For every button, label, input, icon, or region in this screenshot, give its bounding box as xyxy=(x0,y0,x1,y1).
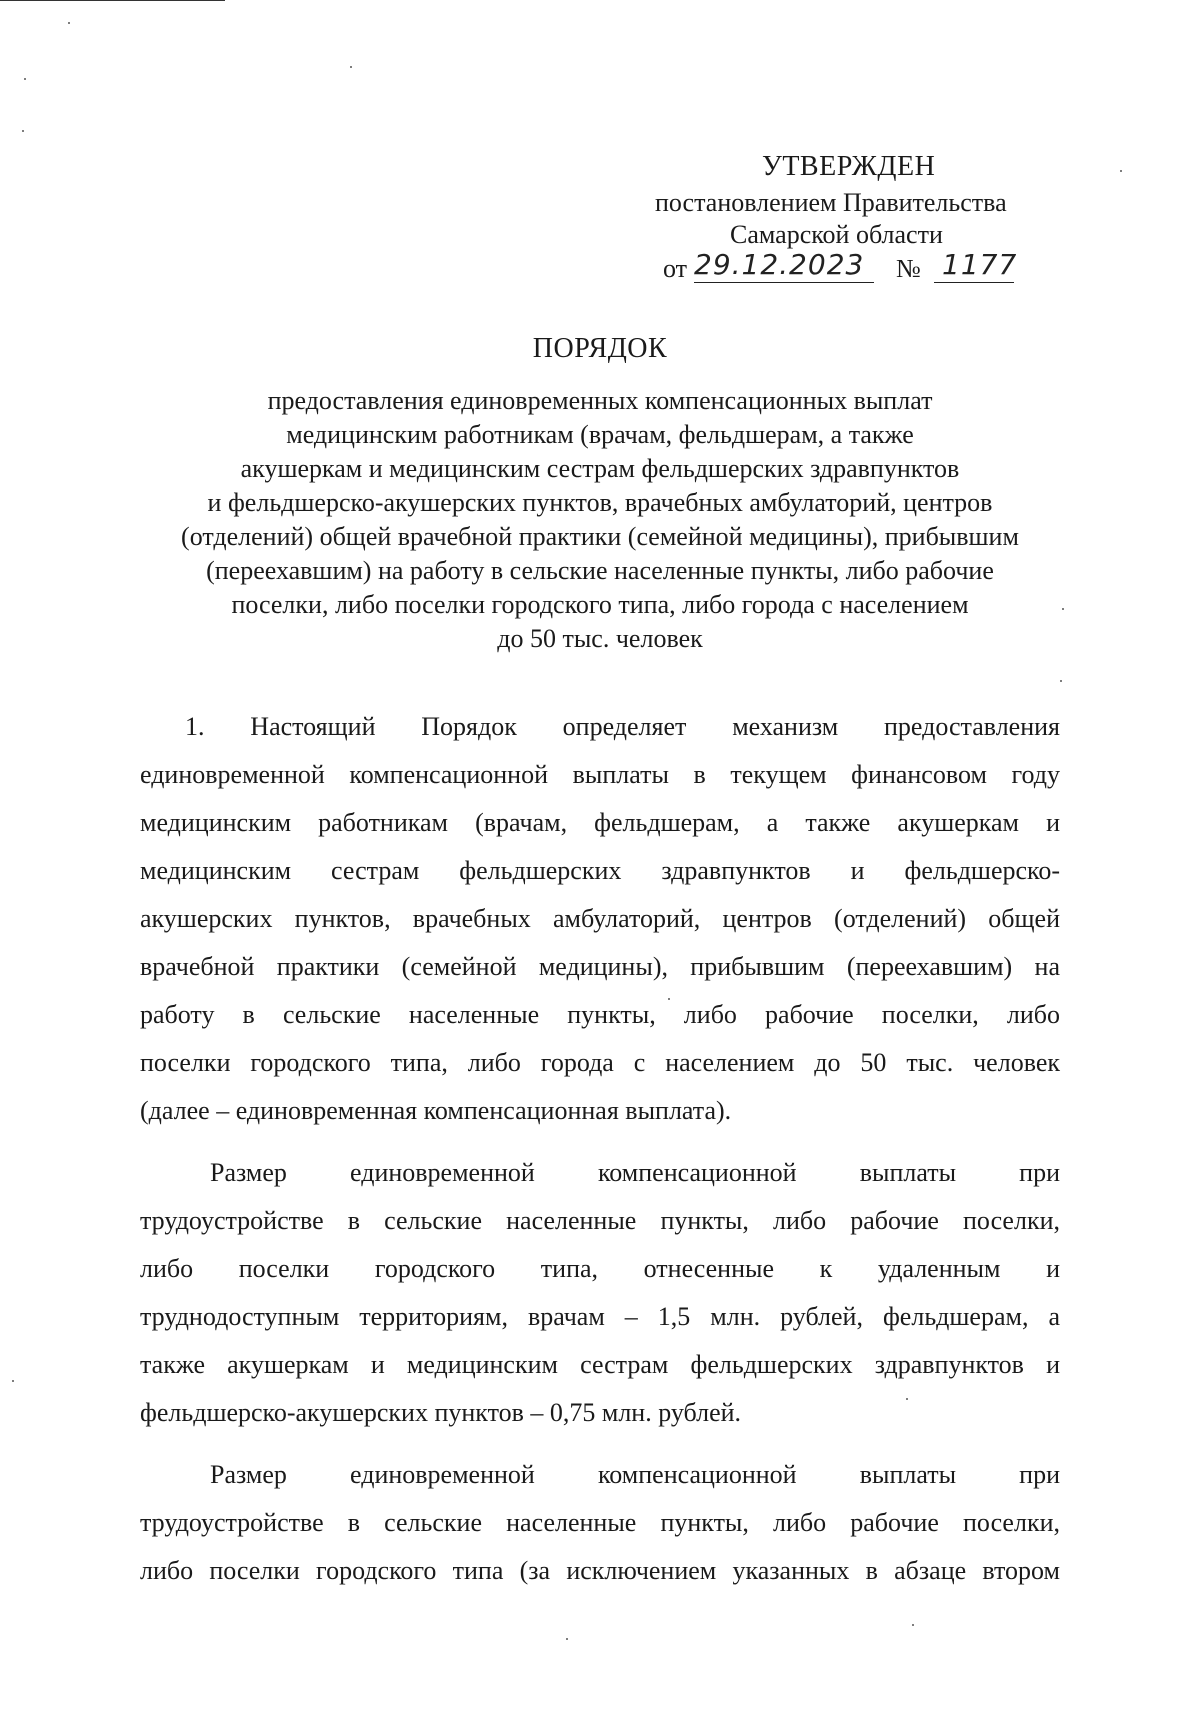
approval-number-prefix: № xyxy=(896,254,921,283)
subtitle-line: (переехавшим) на работу в сельские населенные пункты, либо рабочие xyxy=(206,556,994,585)
paragraph-line: Размер единовременной компенсационной выплаты при xyxy=(210,1158,1060,1187)
paragraph-line: либо поселки городского типа, отнесенные к удаленным и xyxy=(140,1254,1060,1283)
paragraph-line: фельдшерско-акушерских пунктов – 0,75 млн. рублей. xyxy=(140,1398,742,1427)
approval-title: УТВЕРЖДЕН xyxy=(762,151,936,182)
handwritten-number: 1177 xyxy=(942,248,1018,281)
paragraph-line: трудоустройстве в сельские населенные пункты, либо рабочие поселки, xyxy=(140,1508,1060,1537)
approval-date-prefix: от xyxy=(663,254,688,283)
number-underline xyxy=(934,282,1014,283)
scan-speck xyxy=(24,78,26,80)
handwritten-date: 29.12.2023 xyxy=(694,248,865,281)
subtitle-line: акушеркам и медицинским сестрам фельдшерских здравпунктов xyxy=(240,454,960,483)
paragraph-line: 1. Настоящий Порядок определяет механизм предоставления xyxy=(185,712,1060,741)
paragraph-line: поселки городского типа, либо города с населением до 50 тыс. человек xyxy=(140,1048,1060,1077)
paragraph-line: труднодоступным территориям, врачам – 1,5 млн. рублей, фельдшерам, а xyxy=(140,1302,1060,1331)
scan-speck xyxy=(350,66,352,68)
subtitle-line: поселки, либо поселки городского типа, либо города с населением xyxy=(231,590,969,619)
subtitle-line: и фельдшерско-акушерских пунктов, врачебных амбулаторий, центров xyxy=(207,488,993,517)
subtitle-line: медицинским работникам (врачам, фельдшерам, а также xyxy=(286,420,914,449)
scan-edge-line xyxy=(0,0,225,1)
scan-speck xyxy=(1060,680,1062,682)
paragraph-line: врачебной практики (семейной медицины), прибывшим (переехавшим) на xyxy=(140,952,1060,981)
scan-speck xyxy=(1120,170,1122,172)
paragraph-line: работу в сельские населенные пункты, либо рабочие поселки, либо xyxy=(140,1000,1060,1029)
paragraph-line: либо поселки городского типа (за исключением указанных в абзаце втором xyxy=(140,1556,1060,1585)
paragraph-line: Размер единовременной компенсационной выплаты при xyxy=(210,1460,1060,1489)
paragraph-line: единовременной компенсационной выплаты в текущем финансовом году xyxy=(140,760,1060,789)
subtitle-line: (отделений) общей врачебной практики (семейной медицины), прибывшим xyxy=(181,522,1019,551)
paragraph-line: также акушеркам и медицинским сестрам фельдшерских здравпунктов и xyxy=(140,1350,1060,1379)
approval-line-decree: постановлением Правительства xyxy=(655,188,1007,217)
scan-speck xyxy=(566,1638,568,1640)
approval-line-region: Самарской области xyxy=(730,220,943,249)
subtitle-line: предоставления единовременных компенсационных выплат xyxy=(267,386,933,415)
scan-speck xyxy=(68,22,70,24)
paragraph-line: акушерских пунктов, врачебных амбулаторий, центров (отделений) общей xyxy=(140,904,1060,933)
scan-speck xyxy=(22,130,24,132)
document-title: ПОРЯДОК xyxy=(532,333,668,364)
scan-speck xyxy=(12,1380,14,1382)
scan-speck xyxy=(912,1624,914,1626)
subtitle-line: до 50 тыс. человек xyxy=(497,624,703,653)
paragraph-line: медицинским работникам (врачам, фельдшерам, а также акушеркам и xyxy=(140,808,1060,837)
date-underline xyxy=(694,282,874,283)
paragraph-line: трудоустройстве в сельские населенные пункты, либо рабочие поселки, xyxy=(140,1206,1060,1235)
paragraph-line: (далее – единовременная компенсационная выплата). xyxy=(140,1096,732,1125)
paragraph-line: медицинским сестрам фельдшерских здравпунктов и фельдшерско- xyxy=(140,856,1060,885)
